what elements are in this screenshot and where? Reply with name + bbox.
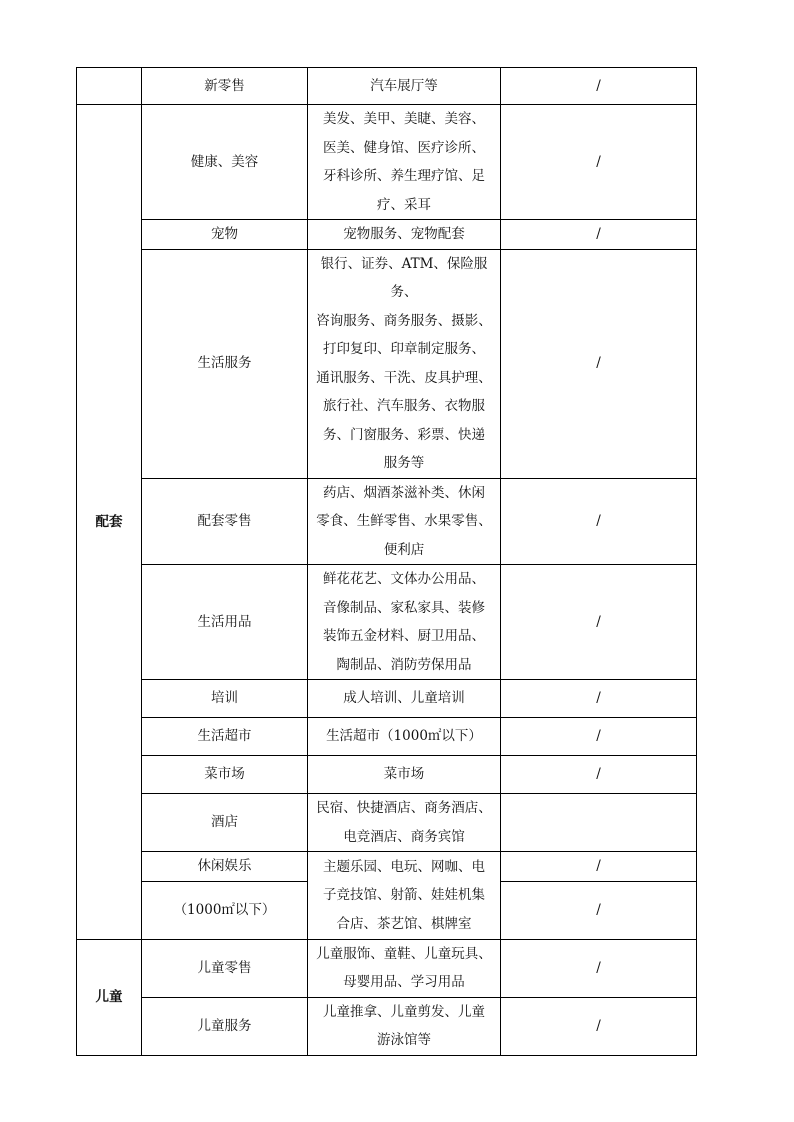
item-line: 零食、生鲜零售、水果零售、: [316, 513, 492, 529]
item-line: 儿童服饰、童鞋、儿童玩具、: [316, 945, 492, 962]
item-line: 旅行社、汽车服务、衣物服: [323, 398, 485, 414]
subcategory-cell: （1000㎡以下）: [142, 881, 308, 939]
item-line: 子竞技馆、射箭、娃娃机集: [323, 887, 485, 903]
subcategory-cell: 生活超市: [142, 718, 308, 756]
mark-cell: /: [501, 220, 697, 250]
item-line: 宠物服务、宠物配套: [343, 226, 465, 242]
item-line: 电竞酒店、商务宾馆: [343, 828, 465, 845]
table-row: [77, 478, 697, 565]
table-row: [77, 997, 697, 1055]
table-row: [77, 794, 697, 852]
items-cell: [308, 756, 501, 794]
item-line: 通讯服务、干洗、皮具护理、: [316, 369, 492, 386]
item-line: 菜市场: [383, 766, 425, 783]
item-line: 民宿、快捷酒店、商务酒店、: [316, 800, 492, 816]
item-line: 游泳馆等: [377, 1032, 431, 1048]
item-line: 牙科诊所、养生理疗馆、足: [323, 168, 485, 184]
mark-cell: /: [501, 478, 697, 565]
items-cell: [308, 718, 501, 756]
table-row: [77, 220, 697, 250]
items-cell: [308, 565, 501, 680]
table-row: [77, 718, 697, 756]
item-line: 服务等: [383, 455, 425, 471]
item-line: 儿童推拿、儿童剪发、儿童: [323, 1003, 485, 1020]
mark-cell: /: [501, 68, 697, 105]
item-line: 装饰五金材料、厨卫用品、: [323, 628, 485, 644]
item-line: 汽车展厅等: [370, 77, 438, 94]
item-line: 便利店: [383, 541, 425, 558]
subcategory-cell: 菜市场: [142, 756, 308, 794]
subcategory-cell: 配套零售: [142, 478, 308, 565]
items-cell: [308, 68, 501, 105]
items-cell: [308, 478, 501, 565]
subcategory-cell: 宠物: [142, 220, 308, 250]
mark-cell: /: [501, 565, 697, 680]
subcategory-cell: 儿童服务: [142, 997, 308, 1055]
item-line: 美发、美甲、美睫、美容、: [323, 111, 485, 127]
item-line: 务、门窗服务、彩票、快递: [323, 426, 485, 443]
subcategory-cell: 酒店: [142, 794, 308, 852]
item-line: 鲜花花艺、文体办公用品、: [323, 571, 485, 587]
table-row: [77, 939, 697, 997]
item-line: 生活超市（1000㎡以下）: [326, 728, 482, 745]
items-cell: [308, 249, 501, 478]
subcategory-cell: 生活服务: [142, 249, 308, 478]
item-line: 母婴用品、学习用品: [343, 974, 465, 990]
table-row: [77, 105, 697, 220]
subcategory-cell: 儿童零售: [142, 939, 308, 997]
group-label-peitao: 配套: [77, 105, 142, 940]
subcategory-cell: 新零售: [142, 68, 308, 105]
table-row: [77, 565, 697, 680]
mark-cell: [501, 794, 697, 852]
group-label-ertong: 儿童: [77, 939, 142, 1055]
items-cell: [308, 220, 501, 250]
items-cell: [308, 939, 501, 997]
item-line: 陶制品、消防劳保用品: [336, 656, 472, 673]
subcategory-cell: 培训: [142, 680, 308, 718]
mark-cell: /: [501, 881, 697, 939]
mark-cell: /: [501, 997, 697, 1055]
mark-cell: /: [501, 756, 697, 794]
table-row: [77, 68, 697, 105]
mark-cell: /: [501, 249, 697, 478]
item-line: 合店、茶艺馆、棋牌室: [336, 915, 472, 932]
items-cell: [308, 794, 501, 852]
item-line: 疗、采耳: [377, 196, 431, 213]
items-cell: [308, 680, 501, 718]
item-line: 打印复印、印章制定服务、: [323, 341, 485, 357]
item-line: 银行、证券、ATM、保险服务、: [320, 255, 488, 300]
mark-cell: /: [501, 718, 697, 756]
items-cell: [308, 105, 501, 220]
category-cell: [77, 68, 142, 105]
item-line: 咨询服务、商务服务、摄影、: [316, 312, 492, 329]
table-row: [77, 249, 697, 478]
item-line: 医美、健身馆、医疗诊所、: [323, 139, 485, 156]
items-cell: [308, 852, 501, 940]
mark-cell: /: [501, 939, 697, 997]
item-line: 音像制品、家私家具、装修: [323, 599, 485, 616]
mark-cell: /: [501, 852, 697, 882]
table-row: [77, 852, 697, 882]
category-table: [76, 67, 697, 1056]
subcategory-cell: 健康、美容: [142, 105, 308, 220]
subcategory-cell: 生活用品: [142, 565, 308, 680]
table-row: [77, 756, 697, 794]
item-line: 主题乐园、电玩、网咖、电: [323, 858, 485, 875]
subcategory-cell: 休闲娱乐: [142, 852, 308, 882]
items-cell: [308, 997, 501, 1055]
mark-cell: /: [501, 680, 697, 718]
item-line: 药店、烟酒茶滋补类、休闲: [323, 484, 485, 501]
mark-cell: /: [501, 105, 697, 220]
item-line: 成人培训、儿童培训: [343, 690, 465, 707]
table-row: [77, 680, 697, 718]
